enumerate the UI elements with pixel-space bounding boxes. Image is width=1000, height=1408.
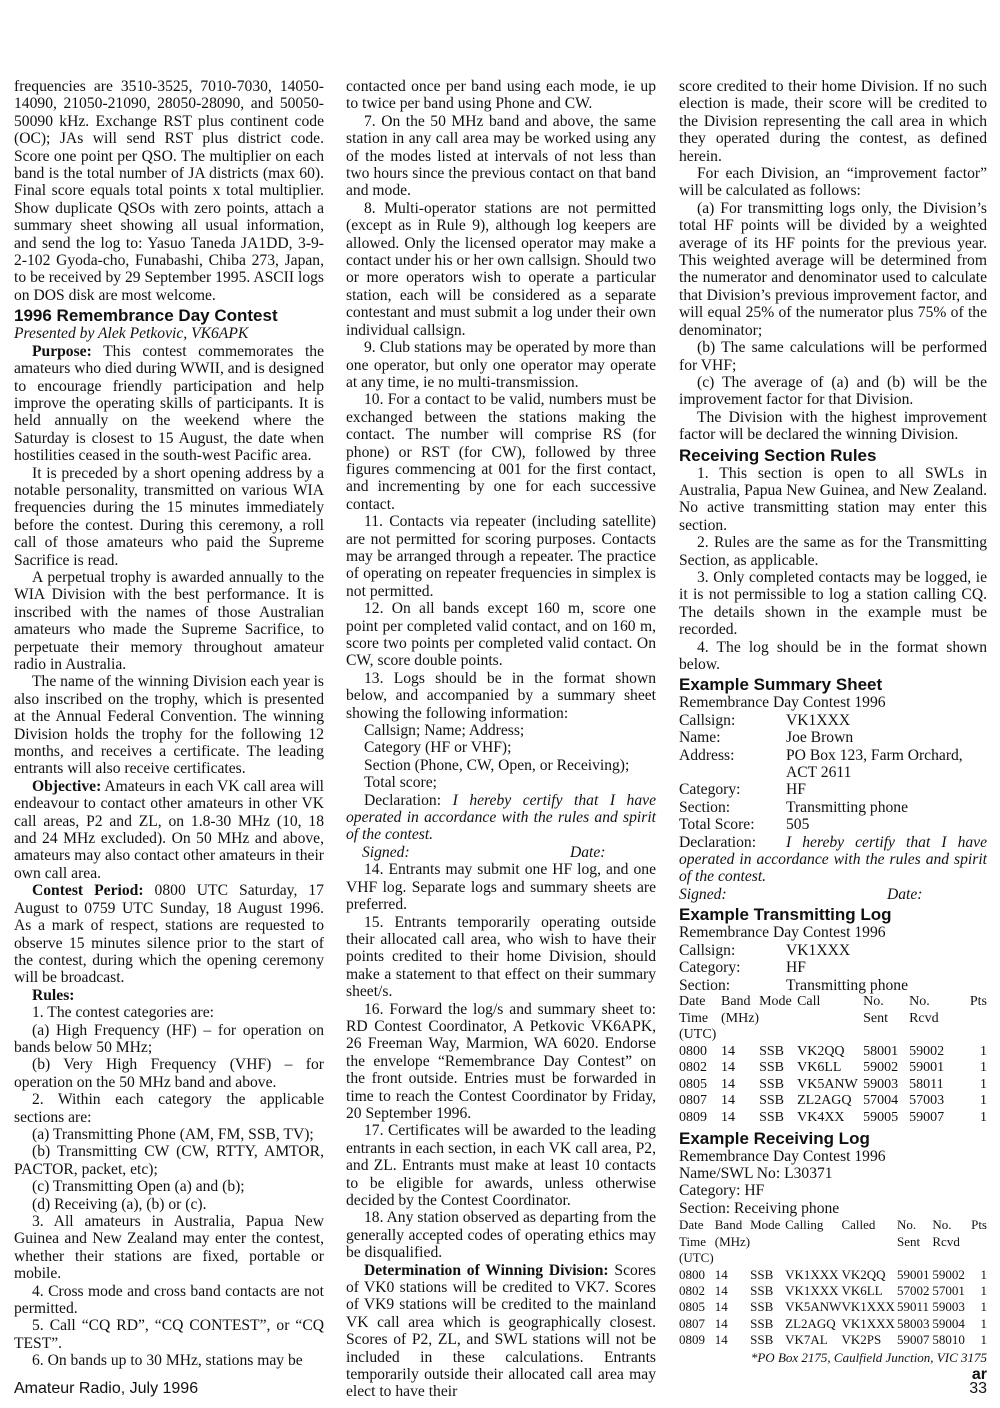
- table-header-row: [679, 1217, 987, 1266]
- winning-division-paragraph: The name of the winning Division each year is also inscribed on the trophy, which is presented at the Annual Federal Convention. The winning Division holds the trophy for the following 12 months, and receives a certificate. The leading entrants will also receive certificates.: [14, 673, 324, 778]
- tx-meta-key: Section:: [679, 976, 731, 994]
- table-cell: 59005: [863, 1110, 899, 1126]
- table-cell: 0802: [679, 1060, 707, 1076]
- rx-contest-name: Remembrance Day Contest 1996: [679, 1147, 886, 1165]
- table-cell: SSB: [750, 1315, 774, 1331]
- contest-period-label: Contest Period:: [32, 882, 144, 900]
- rule-9: 9. Club stations may be operated by more than one operator, but only one operator may operate at any time, ie no multi-transmission.: [346, 339, 656, 391]
- table-row: [679, 1332, 987, 1348]
- table-cell: 1: [980, 1299, 987, 1315]
- table-cell: ZL2AGQ: [797, 1093, 852, 1109]
- jadx-rules-continued: frequencies are 3510-3525, 7010-7030, 14050-14090, 21050-21090, 28050-28090, and 50050-50090 kHz. Exchange RST plus continent code (OC); JAs will send RST plus district code. Score one point per QSO. The multiplier on each band is the total number of JA districts (max 60). Final score equals total points x total multiplier. Show duplicate QSOs with zero points, attach a summary sheet showing all usual information, and send the log to: Yasuo Taneda JA1DD, 3-9-2-102 Gyoda-cho, Funabashi, Chiba 273, Japan, to be received by 29 September 1995. ASCII logs on DOS disk are most welcome.: [14, 78, 324, 304]
- table-cell: SSB: [759, 1060, 785, 1076]
- rule-5: 5. Call “CQ RD”, “CQ CONTEST”, or “CQ TEST”.: [14, 1317, 324, 1352]
- rule-10: 10. For a contact to be valid, numbers must be exchanged between the stations making the contact. The number will comprise RS (for phone) or RST (for CW), followed by three figures commencing at 001 for the first contact, and incrementing by one for each successive contact.: [346, 391, 656, 513]
- table-cell: 0809: [679, 1332, 705, 1348]
- rule-15: 15. Entrants temporarily operating outside their allocated call area, who wish to have their points credited to their home Division, should make a statement to that effect on their summary sheet/s.: [346, 913, 656, 1001]
- table-cell: 0802: [679, 1282, 705, 1298]
- summary-value: PO Box 123, Farm Orchard, ACT 2611: [786, 746, 963, 782]
- column-header: No. Sent: [863, 993, 888, 1026]
- table-cell: 1: [980, 1110, 987, 1126]
- rx-name-swl: Name/SWL No: L30371: [679, 1165, 833, 1183]
- table-cell: 59007: [897, 1332, 930, 1348]
- signed-label: Signed:: [362, 843, 410, 861]
- table-cell: 14: [721, 1043, 735, 1059]
- rule-7: 7. On the 50 MHz band and above, the same station in any call area may be worked using any of the modes listed at intervals of not less than two hours since the previous contact on that band and mode.: [346, 112, 656, 200]
- rule-2d: (d) Receiving (a), (b) or (c).: [32, 1195, 207, 1213]
- rule-2: 2. Within each category the applicable sections are:: [14, 1091, 324, 1126]
- summary-contest-name: Remembrance Day Contest 1996: [679, 694, 886, 712]
- table-cell: 14: [714, 1332, 728, 1348]
- rules-label: Rules:: [32, 986, 75, 1004]
- table-cell: 58010: [932, 1332, 965, 1348]
- column-header: Pts: [971, 1217, 987, 1233]
- table-cell: 57001: [932, 1282, 965, 1298]
- contest-period-text: 0800 UTC Saturday, 17 August to 0759 UTC Sunday, 18 August 1996. As a mark of respect, stations are requested to observe 15 minutes silence prior to the start of the contest, during which the opening ceremony will be broadcast.: [14, 882, 324, 987]
- column-header: Calling: [785, 1217, 824, 1233]
- column-header: Call: [797, 993, 821, 1009]
- summary-key: Total Score:: [679, 816, 755, 834]
- summary-key: Address:: [679, 746, 735, 764]
- table-cell: 0805: [679, 1076, 707, 1092]
- summary-declaration-text: I hereby certify that I have operated in accordance with the rules and spirit of the contest.: [679, 833, 987, 886]
- declaration-text: I hereby certify that I have operated in accordance with the rules and spirit of the contest.: [346, 791, 656, 844]
- column-header: Band (MHz): [714, 1217, 751, 1249]
- signature-line: [346, 844, 656, 861]
- improvement-factor-intro: For each Division, an “improvement factor” will be calculated as follows:: [679, 165, 987, 200]
- column-header: Pts: [969, 993, 987, 1009]
- opening-address-paragraph: It is preceded by a short opening address by a notable personality, transmitted on various WIA frequencies during the 15 minutes immediately before the contest. During this ceremony, a roll call of those amateurs who paid the Supreme Sacrifice is read.: [14, 464, 324, 569]
- tx-meta-row: [679, 959, 987, 976]
- tx-contest-name: Remembrance Day Contest 1996: [679, 924, 886, 942]
- table-cell: VK1XXX: [785, 1282, 839, 1298]
- table-cell: 14: [714, 1282, 728, 1298]
- table-cell: 14: [721, 1076, 735, 1092]
- table-row: [679, 1283, 987, 1299]
- rule-13-item: Category (HF or VHF);: [364, 739, 512, 757]
- table-cell: 1: [980, 1060, 987, 1076]
- column-3: [679, 78, 987, 1383]
- rule-2b: (b) Transmitting CW (CW, RTTY, AMTOR, PACTOR, packet, etc);: [14, 1143, 324, 1178]
- table-cell: 14: [721, 1110, 735, 1126]
- table-cell: SSB: [759, 1093, 785, 1109]
- transmitting-log-table: [679, 994, 987, 1127]
- summary-value: Joe Brown: [786, 729, 854, 747]
- receiving-log-heading: Example Receiving Log: [679, 1128, 870, 1148]
- rx-section: Section: Receiving phone: [679, 1199, 840, 1217]
- table-cell: 57004: [863, 1093, 899, 1109]
- purpose-paragraph: [14, 343, 324, 465]
- tx-meta-key: Callsign:: [679, 941, 736, 959]
- date-label: Date:: [570, 843, 606, 861]
- table-cell: SSB: [750, 1332, 774, 1348]
- table-cell: 59003: [863, 1076, 899, 1092]
- tx-meta-value: VK1XXX: [786, 941, 851, 959]
- table-cell: 58011: [909, 1076, 944, 1092]
- tx-meta-key: Category:: [679, 959, 741, 977]
- column-header: Mode: [759, 993, 792, 1009]
- rx-category: Category: HF: [679, 1182, 765, 1200]
- summary-declaration: [679, 834, 987, 886]
- rule-14: 14. Entrants may submit one HF log, and one VHF log. Separate logs and summary sheets are preferred.: [346, 861, 656, 914]
- rule-8: 8. Multi-operator stations are not permitted (except as in Rule 9), although log keepers are allowed. Only the licensed operator may make a contact under his or her own callsign. Should two or more operators wish to operate a particular station, each will be considered as a separate contestant and must submit a log under their own individual callsign.: [346, 199, 656, 339]
- table-cell: VK2QQ: [841, 1266, 886, 1282]
- table-cell: ZL2AGQ: [785, 1315, 836, 1331]
- page-footer: [14, 1380, 987, 1398]
- table-row: [679, 1093, 987, 1110]
- column-header: No. Rcvd: [932, 1217, 960, 1249]
- table-cell: 59004: [932, 1315, 965, 1331]
- receiving-log-table: [679, 1217, 987, 1348]
- rule-3: 3. All amateurs in Australia, Papua New Guinea and New Zealand may enter the contest, whether their stations are fixed, portable or mobile.: [14, 1213, 324, 1283]
- improvement-factor-c: (c) The average of (a) and (b) will be the improvement factor for that Division.: [679, 373, 987, 409]
- purpose-label: Purpose:: [32, 342, 92, 360]
- table-cell: VK6LL: [841, 1282, 883, 1298]
- rule-2c: (c) Transmitting Open (a) and (b);: [32, 1178, 245, 1196]
- table-row: [679, 1316, 987, 1332]
- rule-13-item: Callsign; Name; Address;: [364, 722, 525, 740]
- table-cell: 1: [980, 1282, 987, 1298]
- table-cell: 59001: [897, 1266, 930, 1282]
- summary-sheet-heading: Example Summary Sheet: [679, 675, 883, 695]
- receiving-rule-2: 2. Rules are the same as for the Transmitting Section, as applicable.: [679, 534, 987, 569]
- table-cell: 1: [980, 1043, 987, 1059]
- summary-value: Transmitting phone: [786, 798, 909, 816]
- transmitting-log-heading: Example Transmitting Log: [679, 905, 892, 925]
- table-cell: VK1XXX: [841, 1299, 895, 1315]
- rule-12: 12. On all bands except 160 m, score one point per completed valid contact, and on 160 m, score two points per completed valid contact. On CW, score double points.: [346, 600, 656, 670]
- tx-meta-value: HF: [786, 959, 806, 977]
- table-row: [679, 1267, 987, 1283]
- rule-6-continued: contacted once per band using each mode, ie up to twice per band using Phone and CW.: [346, 78, 656, 113]
- tx-meta-row: [679, 942, 987, 959]
- determination-continued: score credited to their home Division. If no such election is made, their score will be credited to the Division representing the call area in which they operated during the contest, as defined herein.: [679, 78, 987, 165]
- table-cell: 57003: [909, 1093, 945, 1109]
- column-header: Date Time (UTC): [679, 1217, 714, 1266]
- summary-row: [679, 816, 987, 833]
- column-header: No. Sent: [897, 1217, 921, 1249]
- table-cell: 59002: [863, 1060, 899, 1076]
- receiving-rule-3: 3. Only completed contacts may be logged, ie it is not permissible to log a station calling CQ. The details shown in the example must be recorded.: [679, 568, 987, 639]
- rule-6: 6. On bands up to 30 MHz, stations may be: [32, 1352, 303, 1370]
- summary-key: Callsign:: [679, 711, 736, 729]
- column-header: Band (MHz): [721, 993, 760, 1026]
- summary-declaration-label: Declaration:: [679, 833, 757, 851]
- table-cell: VK7AL: [785, 1332, 828, 1348]
- tx-meta-value: Transmitting phone: [786, 976, 909, 994]
- page-number: 33: [969, 1380, 987, 1397]
- column-header: Date Time (UTC): [679, 993, 717, 1043]
- table-cell: 59007: [909, 1110, 945, 1126]
- table-cell: VK2PS: [841, 1332, 882, 1348]
- table-cell: 0807: [679, 1093, 707, 1109]
- determination-text: Scores of VK0 stations will be credited to VK7. Scores of VK9 stations will be credited to the mainland VK call area which is geographically closest. Scores of P2, ZL, and SWL stations will not be included in these calculations. Entrants temporarily outside their allocated call area may elect to have their: [346, 1261, 656, 1401]
- rule-13-item: Total score;: [364, 774, 437, 792]
- table-cell: SSB: [759, 1110, 785, 1126]
- table-row: [679, 1299, 987, 1315]
- column-1: [14, 78, 324, 1370]
- summary-row: [679, 781, 987, 798]
- column-2: [346, 78, 656, 1401]
- author-address: *PO Box 2175, Caulfield Junction, VIC 3175: [750, 1349, 987, 1365]
- table-header-row: [679, 994, 987, 1044]
- rule-1b: (b) Very High Frequency (VHF) – for operation on the 50 MHz band and above.: [14, 1056, 324, 1091]
- table-cell: 0807: [679, 1315, 705, 1331]
- table-cell: 14: [714, 1266, 728, 1282]
- tx-meta-row: [679, 977, 987, 994]
- byline: Presented by Alek Petkovic, VK6APK: [14, 325, 249, 343]
- winning-division-rule: The Division with the highest improvement factor will be declared the winning Division.: [679, 408, 987, 444]
- objective-label: Objective:: [32, 777, 102, 795]
- summary-row: [679, 799, 987, 816]
- table-cell: 59002: [909, 1043, 945, 1059]
- improvement-factor-a: (a) For transmitting logs only, the Division’s total HF points will be divided by a weighted average of its HF points for the previous year. This weighted average will be determined from the numerator and denominator used to calculate that Division’s previous improvement factor, and will equal 25% of the numerator plus 75% of the denominator;: [679, 199, 987, 339]
- table-cell: 59011: [897, 1299, 930, 1315]
- column-header: Mode: [750, 1217, 781, 1233]
- rule-17: 17. Certificates will be awarded to the leading entrants in each section, in each VK call area, P2, and ZL. Entrants must make at least 10 contacts to be eligible for awards, unless otherwise decided by the Contest Coordinator.: [346, 1122, 656, 1209]
- table-cell: 0800: [679, 1266, 705, 1282]
- table-cell: 1: [980, 1332, 987, 1348]
- table-cell: 14: [721, 1060, 735, 1076]
- table-cell: 59002: [932, 1266, 965, 1282]
- table-cell: SSB: [750, 1299, 774, 1315]
- table-cell: 0805: [679, 1299, 705, 1315]
- summary-row: [679, 729, 987, 746]
- table-cell: 1: [980, 1076, 987, 1092]
- rule-2a: (a) Transmitting Phone (AM, FM, SSB, TV);: [32, 1125, 314, 1143]
- objective-text: Amateurs in each VK call area will endeavour to contact other amateurs in other VK call areas, P2 and ZL, on 1.8-30 MHz (10, 18 and 24 MHz excluded). On 50 MHz and above, amateurs may also contact other amateurs in their own call area.: [14, 777, 324, 882]
- receiving-rule-1: 1. This section is open to all SWLs in Australia, Papua New Guinea, and New Zealand. No active transmitting station may enter this section.: [679, 464, 987, 534]
- column-header: No. Rcvd: [909, 993, 939, 1026]
- objective-paragraph: [14, 778, 324, 882]
- contest-period-paragraph: [14, 882, 324, 986]
- summary-row: [679, 747, 987, 782]
- receiving-section-heading: Receiving Section Rules: [679, 445, 877, 465]
- declaration-label: Declaration:: [364, 791, 453, 809]
- footer-publication: Amateur Radio, July 1996: [14, 1380, 199, 1397]
- table-cell: 1: [980, 1093, 987, 1109]
- table-cell: 0809: [679, 1110, 707, 1126]
- table-cell: SSB: [750, 1266, 774, 1282]
- table-cell: 59003: [932, 1299, 965, 1315]
- rule-4: 4. Cross mode and cross band contacts are not permitted.: [14, 1282, 324, 1318]
- table-cell: 14: [714, 1299, 728, 1315]
- table-cell: VK5ANW: [797, 1076, 858, 1092]
- table-cell: 14: [721, 1093, 735, 1109]
- article-heading: 1996 Remembrance Day Contest: [14, 306, 278, 326]
- table-cell: 57002: [897, 1282, 930, 1298]
- table-cell: VK1XXX: [785, 1266, 839, 1282]
- summary-key: Name:: [679, 729, 721, 747]
- determination-label: Determination of Winning Division:: [364, 1261, 609, 1279]
- trophy-paragraph: A perpetual trophy is awarded annually to the WIA Division with the best performance. It is inscribed with the names of those Australian amateurs who made the Supreme Sacrifice, to perpetuate their memory throughout amateur radio in Australia.: [14, 568, 324, 673]
- summary-value: 505: [786, 816, 810, 834]
- summary-date-label: Date:: [887, 885, 923, 903]
- summary-signature-line: [679, 886, 987, 903]
- summary-value: VK1XXX: [786, 711, 851, 729]
- rule-11: 11. Contacts via repeater (including satellite) are not permitted for scoring purposes. Contacts may be arranged through a repeater. The practice of operating on repeater frequencies in simplex is not permitted.: [346, 513, 656, 600]
- summary-key: Category:: [679, 781, 741, 799]
- table-row: [679, 1110, 987, 1127]
- end-mark: ar: [971, 1365, 987, 1383]
- summary-value: HF: [786, 781, 806, 799]
- table-row: [679, 1060, 987, 1077]
- table-cell: SSB: [759, 1043, 785, 1059]
- rule-13-declaration: [346, 792, 656, 844]
- table-row: [679, 1044, 987, 1061]
- table-cell: VK2QQ: [797, 1043, 845, 1059]
- improvement-factor-b: (b) The same calculations will be performed for VHF;: [679, 339, 987, 374]
- rule-18: 18. Any station observed as departing from the generally accepted codes of operating ethics may be disqualified.: [346, 1209, 656, 1262]
- summary-signed-label: Signed:: [679, 885, 727, 903]
- table-row: [679, 1077, 987, 1094]
- table-cell: 59001: [909, 1060, 945, 1076]
- rule-13-item: Section (Phone, CW, Open, or Receiving);: [364, 756, 630, 774]
- table-cell: VK4XX: [797, 1110, 845, 1126]
- summary-row: [679, 712, 987, 729]
- rule-1: 1. The contest categories are:: [32, 1004, 214, 1022]
- table-cell: 1: [980, 1266, 987, 1282]
- table-cell: 14: [714, 1315, 728, 1331]
- column-header: Called: [841, 1217, 876, 1233]
- table-cell: VK1XXX: [841, 1315, 895, 1331]
- table-cell: 58001: [863, 1043, 899, 1059]
- table-cell: 1: [980, 1315, 987, 1331]
- rule-13: 13. Logs should be in the format shown below, and accompanied by a summary sheet showing the following information:: [346, 669, 656, 722]
- rule-1a: (a) High Frequency (HF) – for operation on bands below 50 MHz;: [14, 1021, 324, 1056]
- table-cell: VK6LL: [797, 1060, 842, 1076]
- table-cell: VK5ANW: [785, 1299, 842, 1315]
- table-cell: 58003: [897, 1315, 930, 1331]
- summary-key: Section:: [679, 798, 731, 816]
- purpose-text: This contest commemorates the amateurs who died during WWII, and is designed to encourage friendly participation and help improve the operating skills of participants. It is held annually on the weekend where the Saturday is closest to 15 August, the date when hostilities ceased in the south-west Pacific area.: [14, 342, 324, 465]
- table-cell: SSB: [750, 1282, 774, 1298]
- rule-16: 16. Forward the log/s and summary sheet to: RD Contest Coordinator, A Petkovic VK6APK, 26 Freeman Way, Marmion, WA 6020. Endorse the envelope “Remembrance Day Contest” on the front outside. Entries must be forwarded in time to reach the Contest Coordinator by Friday, 20 September 1996.: [346, 1000, 656, 1122]
- table-cell: 0800: [679, 1043, 707, 1059]
- receiving-rule-4: 4. The log should be in the format shown below.: [679, 638, 987, 673]
- table-cell: SSB: [759, 1076, 785, 1092]
